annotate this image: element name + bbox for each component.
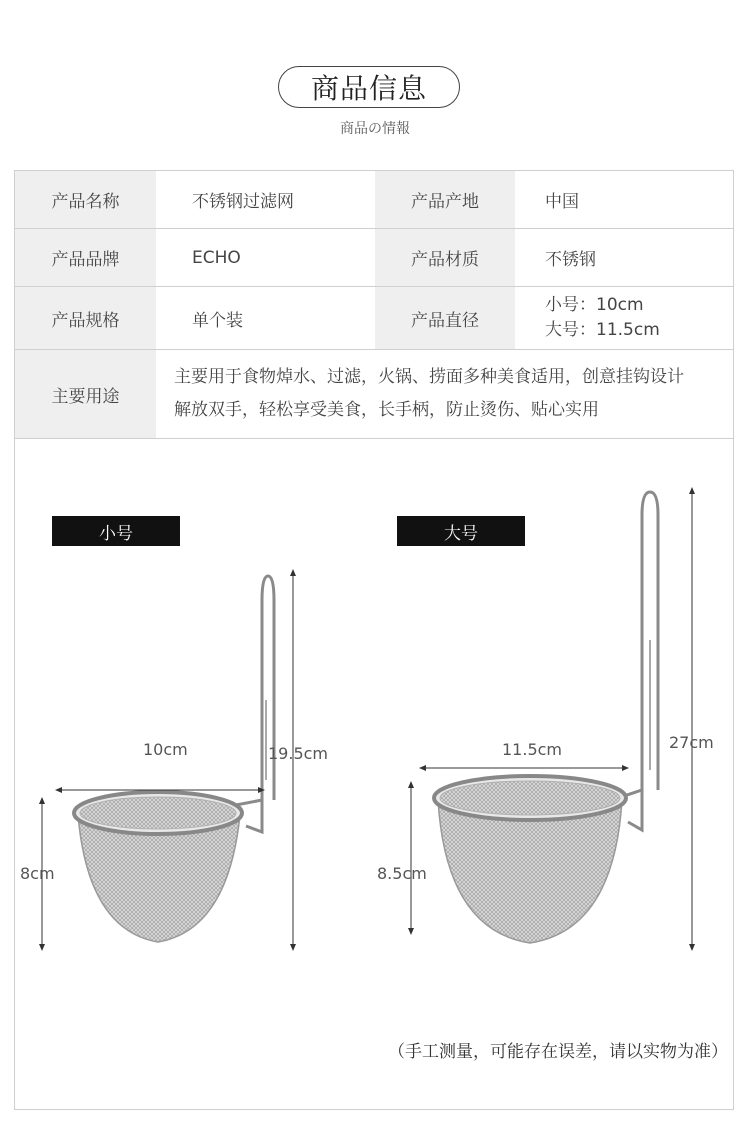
spec-label: 产品直径 — [375, 287, 515, 349]
page-title-text: 商品信息 — [310, 72, 427, 105]
usage-line: 解放双手，轻松享受美食，长手柄，防止烫伤、贴心实用 — [174, 400, 599, 420]
usage-line: 主要用于食物焯水、过滤，火锅、捞面多种美食适用，创意挂钩设计 — [174, 367, 684, 387]
small-height-label: 8cm — [20, 864, 55, 883]
spec-label: 产品产地 — [375, 171, 515, 228]
spec-label: 产品材质 — [375, 229, 515, 286]
spec-value: 不锈钢 — [515, 229, 733, 286]
spec-label: 产品规格 — [15, 287, 156, 349]
small-size-tag: 小号 — [52, 516, 180, 546]
spec-value: ECHO — [156, 229, 375, 286]
small-strainer-image — [74, 576, 274, 942]
large-total-height-label: 27cm — [669, 733, 714, 752]
page-subtitle: 商品の情報 — [340, 121, 410, 137]
spec-label: 产品名称 — [15, 171, 156, 228]
measurement-note: （手工测量，可能存在误差，请以实物为准） — [388, 1042, 728, 1062]
spec-label: 主要用途 — [15, 350, 156, 438]
small-diameter-label: 10cm — [143, 740, 188, 759]
diameter-small: 小号：10cm — [545, 295, 644, 315]
large-size-tag: 大号 — [397, 516, 525, 546]
large-height-label: 8.5cm — [377, 864, 427, 883]
spec-label: 产品品牌 — [15, 229, 156, 286]
diameter-large: 大号：11.5cm — [545, 320, 660, 340]
spec-value: 中国 — [515, 171, 733, 228]
small-total-height-label: 19.5cm — [268, 744, 329, 763]
large-strainer-image — [434, 492, 658, 943]
spec-value: 不锈钢过滤网 — [156, 171, 375, 228]
spec-value: 单个装 — [156, 287, 375, 349]
large-diameter-label: 11.5cm — [502, 740, 563, 759]
